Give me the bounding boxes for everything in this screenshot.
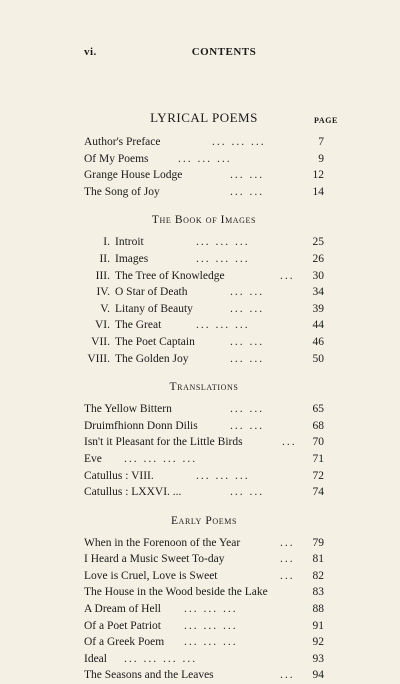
dot-leader: ... ... ... [178,152,232,165]
toc-entry [84,268,324,285]
entry-page: 88 [312,603,324,616]
dot-leader: ... ... ... [184,619,238,632]
section-heading-translations: Translations [169,381,239,394]
lyrical-section [84,134,324,200]
entry-page: 94 [312,669,324,682]
entry-title: Love is Cruel, Love is Sweet [84,569,218,582]
toc-entry [84,584,324,601]
entry-page: 65 [312,403,324,416]
entry-title: Eve [84,452,102,465]
entry-title: The Song of Joy [84,185,160,198]
section-heading-early-poems: Early Poems [170,514,238,527]
entry-page: 14 [312,185,324,198]
translations-section [84,401,324,501]
entry-page: 7 [318,136,324,148]
dot-leader: ... ... [230,335,265,348]
entry-numeral: I. [103,236,110,249]
toc-entry [84,184,324,201]
entry-page: 92 [312,636,324,649]
toc-entry [84,568,324,585]
entry-title: Of My Poems [84,152,149,165]
dot-leader: ... ... ... [212,136,266,148]
dot-leader: ... [280,569,295,582]
entry-numeral: VI. [94,319,110,332]
entry-title: The Golden Joy [115,352,189,365]
toc-entry [84,634,324,651]
entry-numeral: II. [99,252,110,265]
toc-entry [84,484,324,501]
dot-leader: ... ... ... [196,469,250,482]
entry-title: The Poet Captain [115,335,195,348]
entry-title: The Seasons and the Leaves [84,669,214,682]
dot-leader: ... [280,669,295,682]
entry-title: Of a Greek Poem [84,636,165,649]
dot-leader: ... [280,269,295,282]
toc-entry [84,451,324,468]
toc-entry [84,601,324,618]
entry-title: The Yellow Bittern [84,403,172,416]
toc-entry [84,618,324,635]
entry-page: 9 [318,152,324,165]
entry-page: 46 [312,335,324,348]
entry-title: Catullus : VIII. [84,469,154,482]
entry-page: 50 [312,352,324,365]
early-poems-section [84,535,324,684]
toc-entry [84,301,324,318]
entry-title: When in the Forenoon of the Year [84,536,241,549]
entry-page: 39 [312,302,324,315]
dot-leader: ... ... [230,302,265,315]
entry-title: Ideal [84,652,107,665]
toc-entry [84,551,324,568]
toc-entry [84,468,324,485]
toc-entry [84,351,324,368]
entry-title: Images [115,252,149,265]
entry-title: Grange House Lodge [84,169,183,182]
entry-title: Catullus : LXXVI. ... [84,486,182,499]
entry-numeral: VIII. [87,352,110,365]
entry-title: The Tree of Knowledge [115,269,225,282]
dot-leader: ... ... ... ... [124,652,198,665]
entry-numeral: III. [95,269,110,282]
toc-entry [84,434,324,451]
entry-title: Isn't it Pleasant for the Little Birds [84,436,243,449]
toc-entry [84,151,324,168]
entry-title: I Heard a Music Sweet To-day [84,553,225,566]
dot-leader: ... ... [230,486,265,499]
entry-page: 12 [312,169,324,182]
entry-title: A Dream of Hell [84,603,161,616]
dot-leader: ... [280,553,295,566]
entry-title: Introit [115,236,144,249]
dot-leader: ... ... [230,352,265,365]
dot-leader: ... ... ... ... [124,452,198,465]
entry-numeral: V. [100,302,110,315]
toc-entry [84,667,324,684]
main-heading-title: LYRICAL POEMS [150,110,258,125]
contents-list [84,110,338,684]
entry-page: 25 [312,236,324,249]
toc-entry [84,651,324,668]
entry-title: O Star of Death [115,286,188,299]
dot-leader: ... ... [230,185,265,198]
entry-title: Of a Poet Patriot [84,619,161,632]
toc-entry [84,401,324,418]
toc-entry [84,334,324,351]
entry-title: The Great [115,319,162,332]
dot-leader: ... ... [230,169,265,182]
entry-page: 74 [312,486,324,499]
entry-numeral: VII. [91,335,110,348]
dot-leader: ... [280,536,295,549]
toc-entry [84,535,324,552]
toc-entry [84,284,324,301]
running-head [84,46,364,60]
entry-page: 70 [312,436,324,449]
toc-entry [84,234,324,251]
entry-page: 26 [312,252,324,265]
dot-leader: ... [282,436,297,449]
running-title: CONTENTS [191,46,257,58]
images-section [84,234,324,367]
dot-leader: ... ... ... [184,636,238,649]
folio-number: vi. [84,46,97,58]
entry-page: 81 [312,553,324,566]
entry-title: Druimfhionn Donn Dilis [84,419,198,432]
main-heading [84,110,338,130]
entry-title: Author's Preface [84,136,161,148]
toc-entry [84,134,324,151]
entry-page: 34 [312,286,324,299]
toc-entry [84,418,324,435]
entry-page: 71 [312,452,324,465]
entry-page: 68 [312,419,324,432]
dot-leader: ... ... [230,419,265,432]
dot-leader: ... ... [230,286,265,299]
entry-title: Litany of Beauty [115,302,193,315]
toc-entry [84,317,324,334]
entry-page: 44 [312,319,324,332]
entry-title: The House in the Wood beside the Lake [84,586,268,599]
toc-entry [84,167,324,184]
entry-page: 83 [312,586,324,599]
entry-numeral: IV. [96,286,110,299]
entry-page: 82 [312,569,324,582]
dot-leader: ... ... ... [196,236,250,249]
entry-page: 93 [312,652,324,665]
dot-leader: ... ... ... [196,252,250,265]
dot-leader: ... ... ... [196,319,250,332]
entry-page: 72 [312,469,324,482]
entry-page: 30 [312,269,324,282]
dot-leader: ... ... [230,403,265,416]
section-heading-images: The Book of Images [151,214,257,227]
entry-page: 79 [312,536,324,549]
entry-page: 91 [312,619,324,632]
page-column-label: PAGE [313,116,338,125]
toc-entry [84,251,324,268]
dot-leader: ... ... ... [184,603,238,616]
